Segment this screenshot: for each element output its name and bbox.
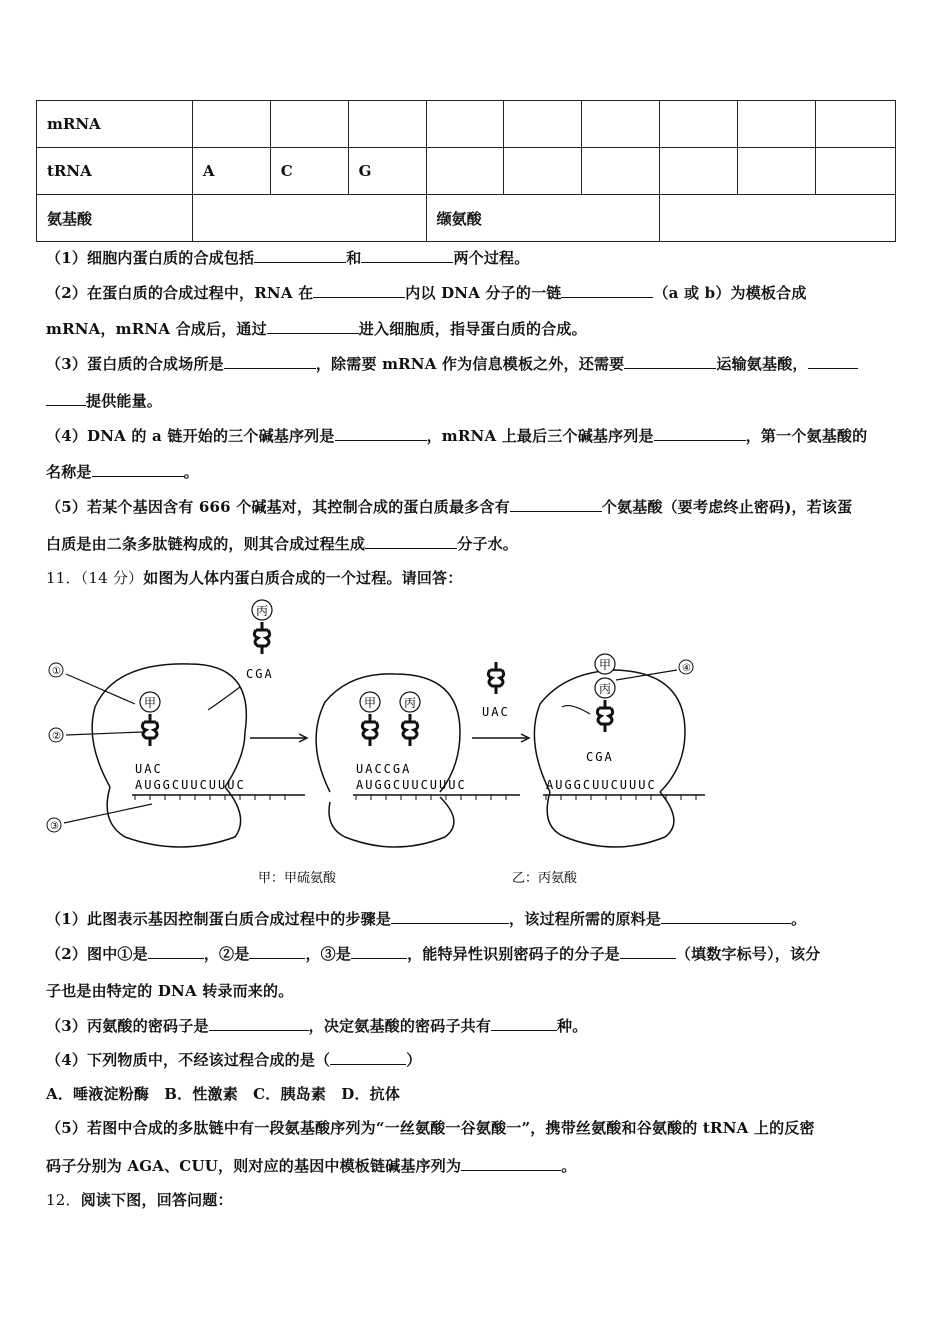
trna-icon xyxy=(142,714,157,746)
q11-part2-cont: 子也是由特定的 DNA 转录而来的。 xyxy=(46,982,294,1000)
q11-part1: （1）此图表示基因控制蛋白质合成过程中的步骤是 ，该过程所需的原料是 。 xyxy=(46,910,807,928)
q10-part4: （4）DNA 的 a 链开始的三个碱基序列是 ，mRNA 上最后三个碱基序列是 ，第一个氨基酸的 xyxy=(46,427,868,445)
table-cell xyxy=(660,101,738,148)
jia-label: 甲 xyxy=(599,658,612,672)
table-cell xyxy=(660,148,738,195)
bing-label: 丙 xyxy=(599,682,612,696)
panel3-left-anticodon: UAC xyxy=(482,705,510,719)
legend-jia: 甲：甲硫氨酸 xyxy=(258,871,337,886)
panel1-mrna: AUGGCUUCUUUC xyxy=(135,778,246,792)
q10-part5-cont: 白质是由二条多肽链构成的，则其合成过程生成 分子水。 xyxy=(46,535,519,553)
q10-part3-cont: 提供能量。 xyxy=(46,390,162,411)
table-cell xyxy=(738,148,816,195)
q11-options: A．唾液淀粉酶 B．性激素 C．胰岛素 D．抗体 xyxy=(46,1085,401,1103)
q11-part2: （2）图中①是 ，②是 ，③是 ，能特异性识别密码子的分子是 （填数字标号），该分 xyxy=(46,945,821,963)
trna-icon xyxy=(254,622,269,654)
translation-figure xyxy=(40,592,720,892)
row-label-mrna: mRNA xyxy=(37,101,193,148)
q11-part3: （3）丙氨酸的密码子是 ，决定氨基酸的密码子共有 种。 xyxy=(46,1017,588,1035)
table-cell: A xyxy=(192,148,270,195)
table-cell xyxy=(504,148,582,195)
panel2-mrna: AUGGCUUCUUUC xyxy=(356,778,467,792)
table-cell xyxy=(582,148,660,195)
table-cell: C xyxy=(270,148,348,195)
q12-heading: 12．阅读下图，回答问题： xyxy=(46,1191,233,1209)
q10-part4-cont: 名称是 。 xyxy=(46,463,199,481)
table-row xyxy=(37,101,896,148)
top-anticodon: CGA xyxy=(246,667,274,681)
jia-label: 甲 xyxy=(144,696,157,710)
panel3-anticodon: CGA xyxy=(586,750,614,764)
q10-part3: （3）蛋白质的合成场所是 ，除需要 mRNA 作为信息模板之外，还需要 运输氨基酸， xyxy=(46,353,858,374)
label-4: ④ xyxy=(682,663,691,674)
bing-label: 丙 xyxy=(256,604,269,618)
codon-table xyxy=(36,100,896,242)
table-cell xyxy=(582,101,660,148)
panel3-mrna: AUGGCUUCUUUC xyxy=(546,778,657,792)
q11-heading: 11．（14 分）如图为人体内蛋白质合成的一个过程。请回答： xyxy=(46,569,463,587)
trna-icon xyxy=(488,662,503,694)
q11-part5-cont: 码子分别为 AGA、CUU，则对应的基因中模板链碱基序列为 。 xyxy=(46,1157,577,1175)
q10-part5: （5）若某个基因含有 666 个碱基对，其控制合成的蛋白质最多含有 个氨基酸（要考虑终止密码)，若该蛋 xyxy=(46,498,853,516)
table-cell xyxy=(348,101,426,148)
label-2: ② xyxy=(52,731,61,742)
trna-icon xyxy=(362,714,377,746)
table-cell xyxy=(426,101,504,148)
trna-icon xyxy=(402,714,417,746)
q10-part2-cont: mRNA，mRNA 合成后，通过 进入细胞质，指导蛋白质的合成。 xyxy=(46,320,587,338)
table-cell xyxy=(816,101,896,148)
q10-part1: （1）细胞内蛋白质的合成包括 和 两个过程。 xyxy=(46,249,530,267)
table-cell xyxy=(738,101,816,148)
trna-icon xyxy=(597,700,612,732)
table-cell: 缬氨酸 xyxy=(426,195,660,242)
q11-part4: （4）下列物质中，不经该过程合成的是（ ） xyxy=(46,1051,422,1069)
table-cell xyxy=(426,148,504,195)
q10-part2: （2）在蛋白质的合成过程中，RNA 在 内以 DNA 分子的一链 （a 或 b）为模板合成 xyxy=(46,284,807,302)
table-row xyxy=(37,195,896,242)
table-cell xyxy=(270,101,348,148)
jia-label: 甲 xyxy=(364,696,377,710)
table-cell xyxy=(504,101,582,148)
q11-part5: （5）若图中合成的多肽链中有一段氨基酸序列为“一丝氨酸一谷氨酸一”，携带丝氨酸和谷氨酸的 tRNA 上的反密 xyxy=(46,1119,815,1137)
legend-yi: 乙：丙氨酸 xyxy=(512,871,578,886)
row-label-amino-acid: 氨基酸 xyxy=(37,195,193,242)
table-cell xyxy=(192,195,426,242)
table-cell xyxy=(192,101,270,148)
panel-2 xyxy=(316,674,520,847)
table-cell: G xyxy=(348,148,426,195)
panel2-anticodon: UACCGA xyxy=(356,762,412,776)
label-3: ③ xyxy=(50,821,59,832)
table-row xyxy=(37,148,896,195)
table-cell xyxy=(816,148,896,195)
row-label-trna: tRNA xyxy=(37,148,193,195)
table-cell xyxy=(660,195,896,242)
label-1: ① xyxy=(52,666,61,677)
panel-3 xyxy=(482,654,705,847)
bing-label: 丙 xyxy=(404,696,417,710)
panel-1 xyxy=(47,600,305,847)
panel1-anticodon: UAC xyxy=(135,762,163,776)
